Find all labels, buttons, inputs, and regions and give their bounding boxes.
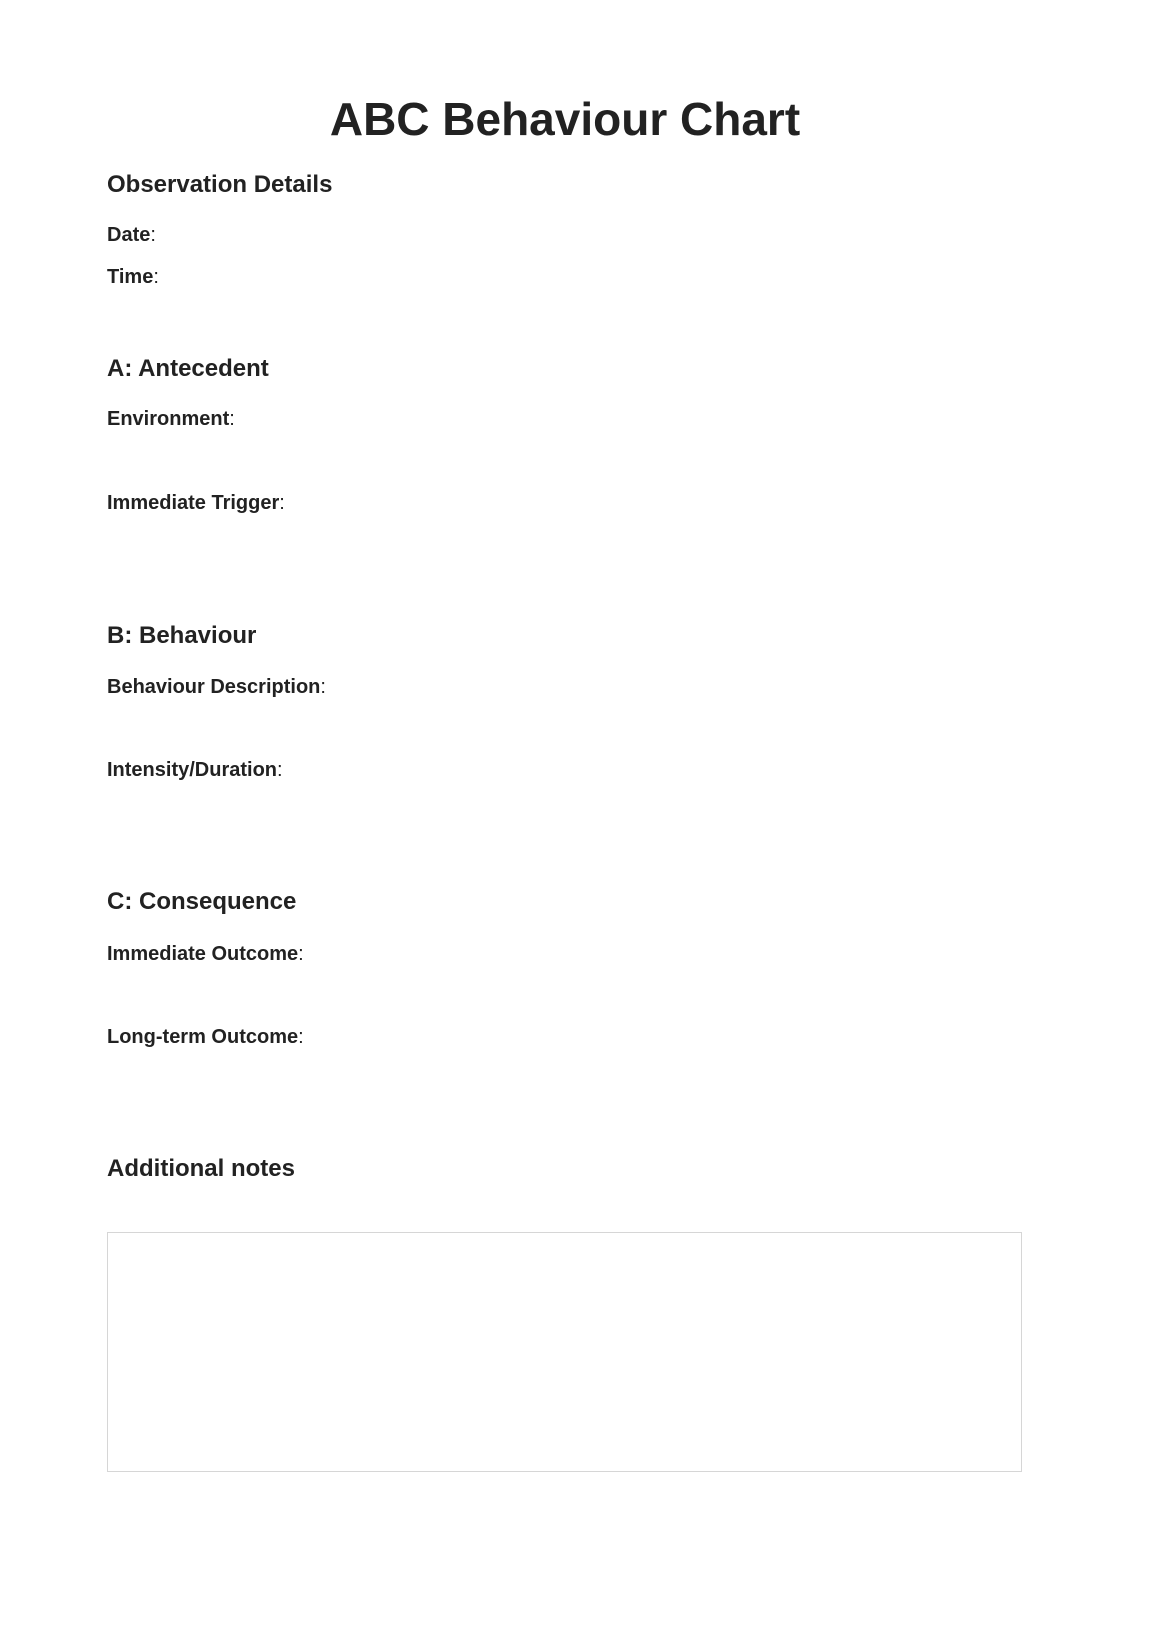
section-heading-notes: Additional notes [107,1155,295,1182]
additional-notes-box[interactable] [107,1232,1022,1472]
colon: : [277,759,283,781]
section-heading-antecedent: A: Antecedent [107,355,269,382]
description-label: Behaviour Description [107,676,321,698]
colon: : [298,943,304,965]
immediate-outcome-field[interactable] [107,943,304,966]
trigger-field[interactable] [107,492,285,515]
trigger-label: Immediate Trigger [107,492,280,514]
section-heading-behaviour: B: Behaviour [107,622,257,649]
colon: : [279,492,285,514]
colon: : [229,408,235,430]
immediate-outcome-label: Immediate Outcome [107,943,299,965]
colon: : [320,676,326,698]
section-heading-observation: Observation Details [107,171,333,198]
colon: : [298,1026,304,1048]
date-label: Date [107,224,151,246]
page-title: ABC Behaviour Chart [329,93,801,145]
longterm-outcome-field[interactable] [107,1026,304,1049]
time-field[interactable] [107,266,159,289]
section-heading-consequence: C: Consequence [107,888,297,915]
colon: : [153,266,159,288]
time-label: Time [107,266,154,288]
longterm-outcome-label: Long-term Outcome [107,1026,299,1048]
description-field[interactable] [107,676,326,699]
date-field[interactable] [107,224,156,247]
environment-label: Environment [107,408,230,430]
intensity-label: Intensity/Duration [107,759,278,781]
intensity-field[interactable] [107,759,283,782]
colon: : [150,224,156,246]
environment-field[interactable] [107,408,235,431]
